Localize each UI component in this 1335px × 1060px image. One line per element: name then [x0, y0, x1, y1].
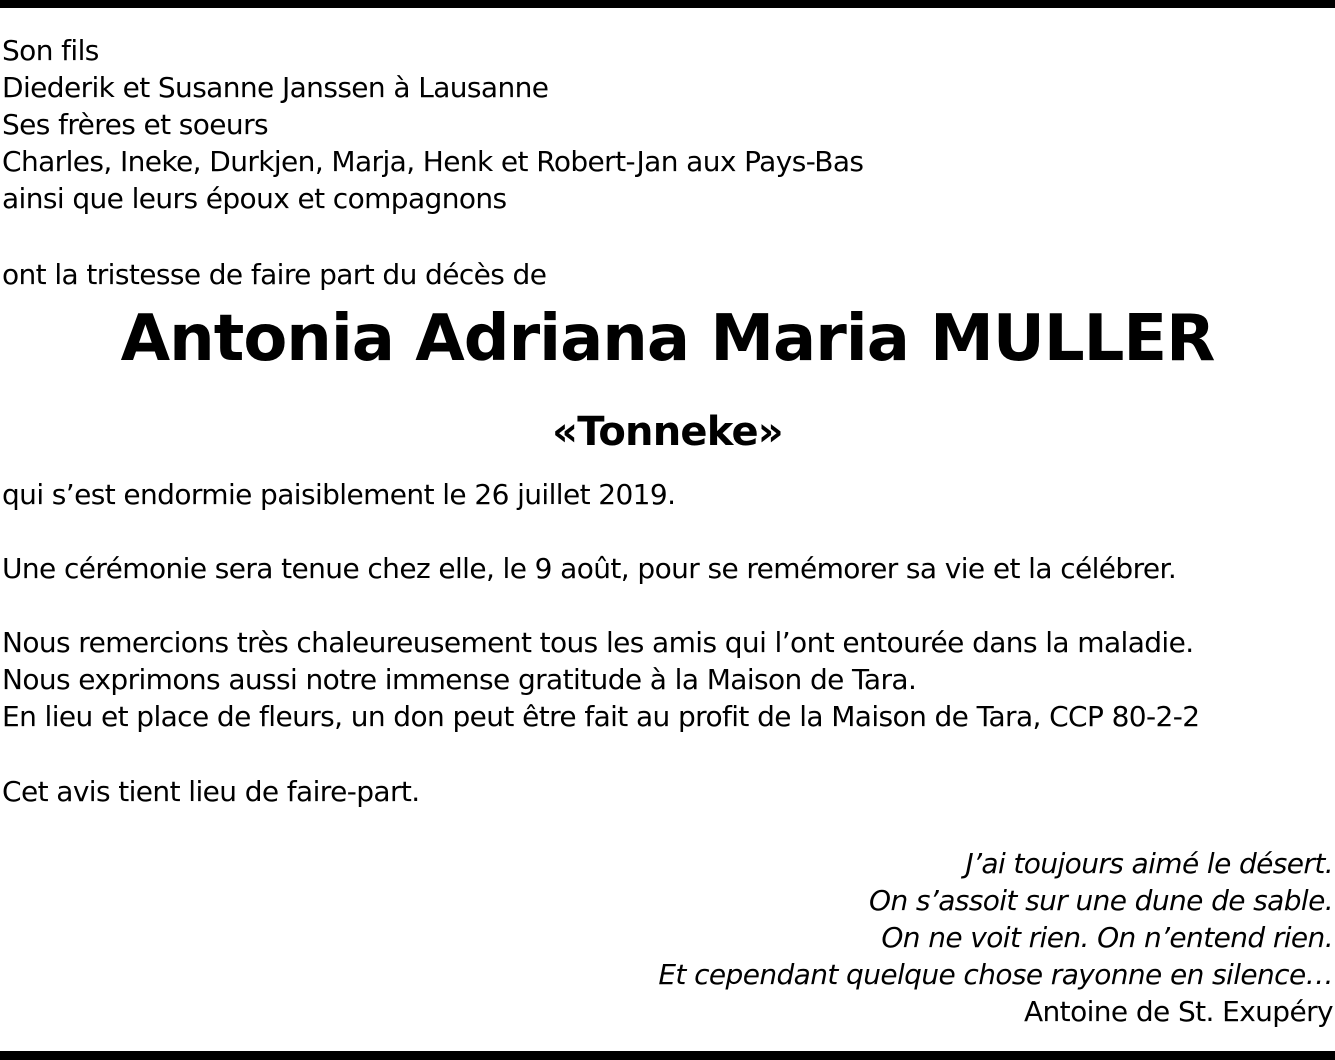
quote-line: On s’assoit sur une dune de sable. [869, 884, 1333, 917]
family-list [2, 32, 1335, 217]
family-line: Diederik et Susanne Janssen à Lausanne [2, 71, 549, 104]
thanks-line: En lieu et place de fleurs, un don peut être fait au profit de la Maison de Tara, CCP 80-2-2 [2, 700, 1200, 733]
quote-block [0, 845, 1333, 1030]
quote-line: J’ai toujours aimé le désert. [965, 847, 1333, 880]
notice-text: Cet avis tient lieu de faire-part. [2, 775, 420, 808]
quote-author: Antoine de St. Exupéry [1023, 995, 1333, 1028]
thanks-paragraph [2, 624, 1335, 735]
quote-line: Et cependant quelque chose rayonne en silence… [658, 958, 1333, 991]
deceased-name: Antonia Adriana Maria MULLER [120, 302, 1215, 376]
thanks-line: Nous exprimons aussi notre immense gratitude à la Maison de Tara. [2, 663, 917, 696]
family-line: Son fils [2, 34, 99, 67]
bottom-rule [0, 1051, 1335, 1060]
thanks-line: Nous remercions très chaleureusement tous les amis qui l’ont entourée dans la maladie. [2, 626, 1194, 659]
quote-line: On ne voit rien. On n’entend rien. [881, 921, 1333, 954]
passing-statement: qui s’est endormie paisiblement le 26 juillet 2019. [2, 478, 676, 511]
family-line: Charles, Ineke, Durkjen, Marja, Henk et Robert-Jan aux Pays-Bas [2, 145, 864, 178]
announcement-intro: ont la tristesse de faire part du décès de [2, 258, 547, 291]
family-line: ainsi que leurs époux et compagnons [2, 182, 507, 215]
ceremony-info: Une cérémonie sera tenue chez elle, le 9 août, pour se remémorer sa vie et la célébrer. [2, 552, 1177, 585]
family-line: Ses frères et soeurs [2, 108, 268, 141]
top-rule [0, 0, 1335, 8]
deceased-nickname: «Tonneke» [552, 409, 783, 455]
